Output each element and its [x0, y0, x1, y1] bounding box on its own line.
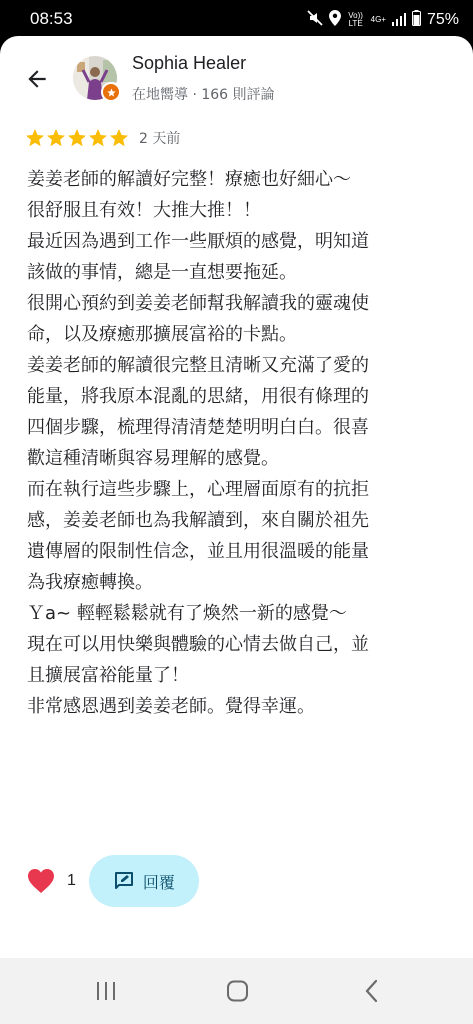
review-line: 姜姜老師的解讀好完整！療癒也好細心～: [27, 169, 351, 190]
star-rating: [25, 128, 129, 148]
status-bar: [0, 0, 473, 40]
review-line: 姜姜老師的解讀很完整且清晰又充滿了愛的: [27, 355, 369, 376]
star-icon: [88, 128, 108, 148]
volte-indicator: Vo)) LTE: [348, 11, 363, 28]
review-line: 很舒服且有效！大推大推！！: [27, 200, 261, 221]
recent-apps-button[interactable]: [91, 978, 121, 1004]
star-icon: [46, 128, 66, 148]
review-line: 非常感恩遇到姜姜老師。覺得幸運。: [27, 696, 315, 717]
mute-icon: [307, 10, 323, 30]
review-line: 現在可以用快樂與體驗的心情去做自己，並: [27, 634, 369, 655]
network-indicator: 4G+: [370, 15, 386, 24]
review-line: 命，以及療癒那擴展富裕的卡點。: [27, 324, 297, 345]
system-back-button[interactable]: [357, 978, 387, 1004]
reviewer-subtitle: 在地嚮導 · 166 則評論: [132, 87, 275, 103]
review-screen: [0, 36, 473, 958]
review-line: 感，姜姜老師也為我解讀到，來自關於祖先: [27, 510, 369, 531]
review-line: 該做的事情，總是一直想要拖延。: [27, 262, 297, 283]
home-button[interactable]: [223, 978, 253, 1004]
review-line: 而在執行這些步驟上，心理層面原有的抗拒: [27, 479, 369, 500]
reply-button[interactable]: [89, 855, 199, 907]
system-nav-bar: [0, 958, 473, 1024]
reviewer-name[interactable]: Sophia Healer: [132, 53, 247, 73]
review-line: 四個步驟，梳理得清清楚楚明明白白。很喜: [27, 417, 369, 438]
review-date: 2 天前: [139, 131, 181, 147]
local-guide-badge-icon: [101, 82, 121, 102]
arrow-left-icon: [24, 66, 50, 92]
status-time: 08:53: [30, 9, 73, 28]
review-line: Ｙa~ 輕輕鬆鬆就有了煥然一新的感覺～: [27, 603, 347, 624]
star-icon: [67, 128, 87, 148]
location-icon: [329, 10, 341, 30]
review-text: [27, 164, 452, 722]
reply-label: 回覆: [142, 872, 175, 892]
status-icons: [307, 8, 459, 32]
review-line: 歡這種清晰與容易理解的感覺。: [27, 448, 279, 469]
avatar[interactable]: [73, 56, 117, 100]
review-line: 且擴展富裕能量了！: [27, 665, 189, 686]
signal-icon: [392, 11, 406, 30]
home-icon: [226, 980, 250, 1002]
star-icon: [109, 128, 129, 148]
star-icon: [25, 128, 45, 148]
review-actions: [27, 854, 199, 908]
rating-row: [25, 128, 180, 148]
back-button[interactable]: [22, 64, 52, 94]
back-icon: [364, 979, 380, 1003]
battery-icon: [412, 10, 421, 30]
review-line: 能量，將我原本混亂的思緒，用很有條理的: [27, 386, 369, 407]
review-line: 為我療癒轉換。: [27, 572, 153, 593]
review-line: 遺傳層的限制性信念，並且用很溫暖的能量: [27, 541, 369, 562]
like-count: 1: [67, 872, 76, 889]
review-line: 最近因為遇到工作一些厭煩的感覺，明知道: [27, 231, 369, 252]
reply-icon: [113, 870, 135, 892]
battery-percent: 75%: [426, 11, 459, 28]
heart-icon: [27, 868, 55, 894]
like-button[interactable]: [27, 867, 55, 895]
review-line: 很開心預約到姜姜老師幫我解讀我的靈魂使: [27, 293, 369, 314]
recent-apps-icon: [95, 981, 117, 1001]
